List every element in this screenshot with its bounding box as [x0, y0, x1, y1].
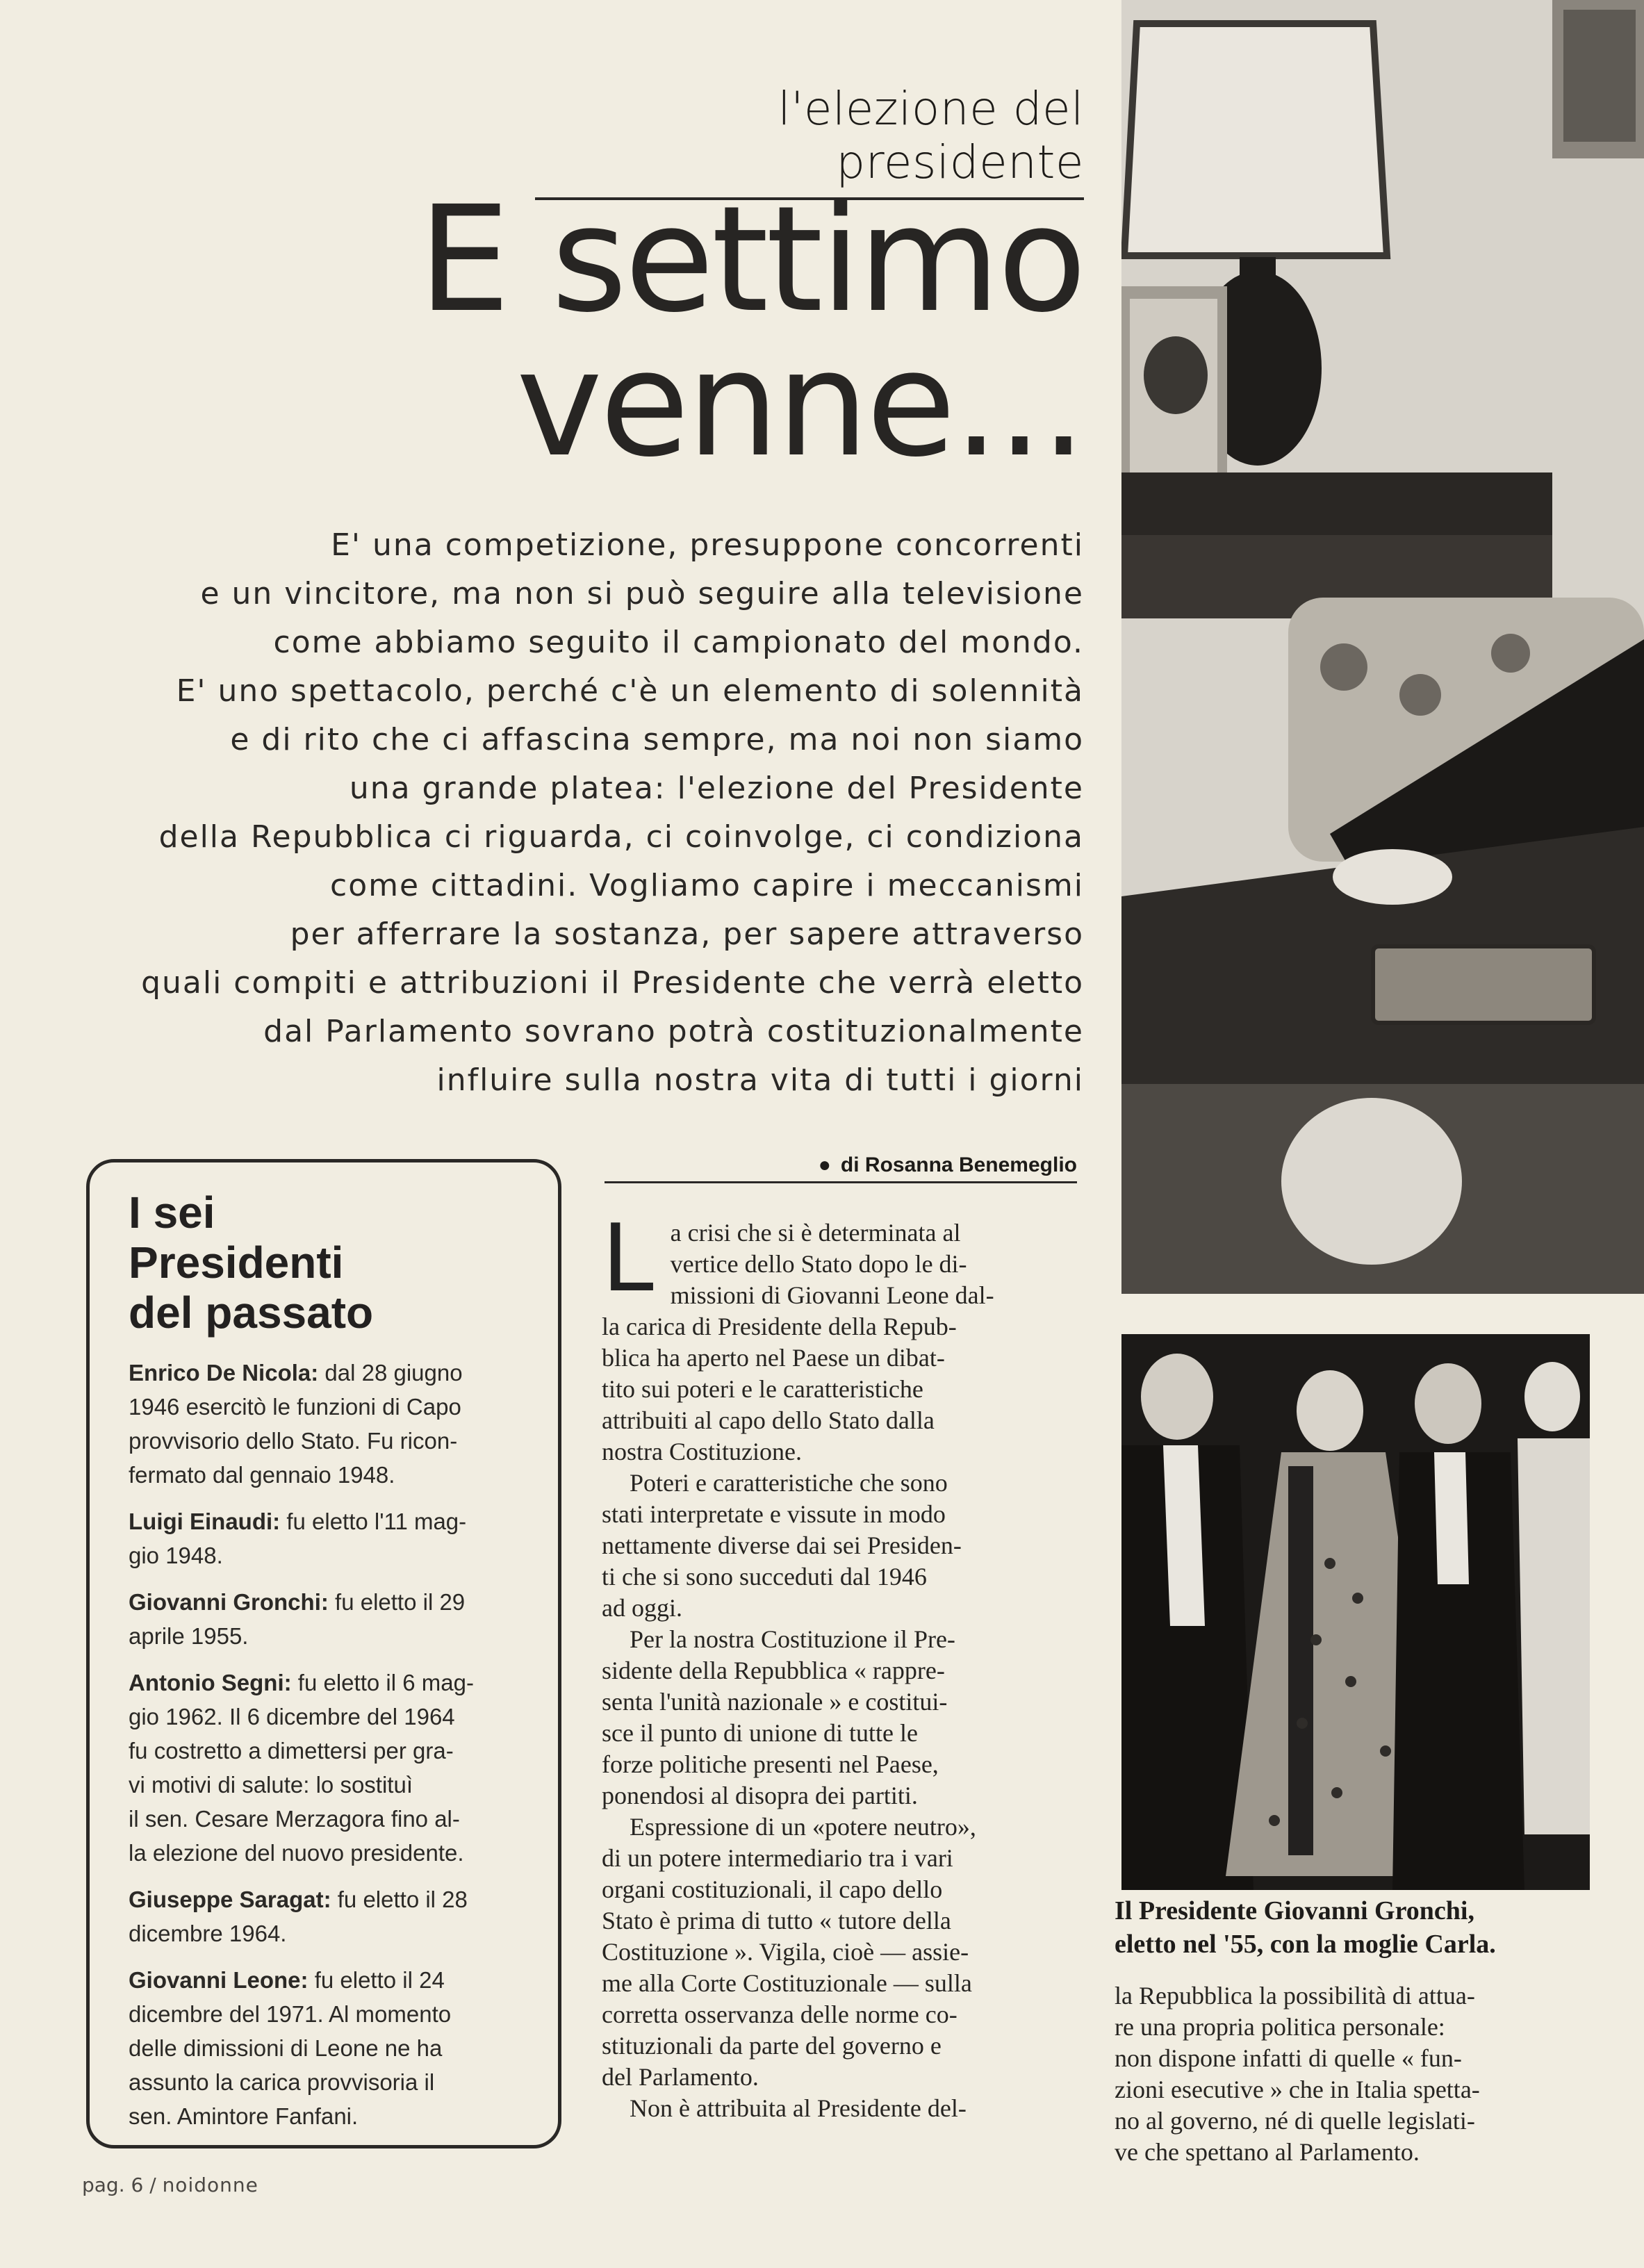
article-line: Per la nostra Costituzione il Pre-	[630, 1625, 955, 1653]
president-entry-text: fu eletto il 6 mag-	[291, 1670, 474, 1695]
interior-photo	[1121, 0, 1644, 1294]
article-paragraphs	[602, 1468, 1081, 2124]
photo-caption	[1115, 1894, 1587, 1961]
president-entry-text: sen. Amintore Fanfani.	[129, 2103, 359, 2129]
article-line: ponendosi al disopra dei partiti.	[602, 1782, 918, 1809]
article-line: senta l'unità nazionale » e costitui-	[602, 1688, 948, 1716]
article-line: non dispone infatti di quelle « fun-	[1115, 2044, 1462, 2072]
president-entry-line	[129, 1666, 526, 1700]
intro-line: dal Parlamento sovrano potrà costituzionalmente	[263, 1014, 1084, 1049]
president-entry	[129, 1963, 526, 2133]
intro-line: e un vincitore, ma non si può seguire alla televisione	[200, 576, 1084, 611]
article-line: nettamente diverse dai sei Presiden-	[602, 1531, 962, 1559]
bullet-icon: ●	[818, 1153, 831, 1176]
sidebar-title	[129, 1188, 526, 1338]
caption-line-2: eletto nel '55, con la moglie Carla.	[1115, 1930, 1496, 1959]
president-entry-text: vi motivi di salute: lo sostituì	[129, 1772, 413, 1798]
president-name: Antonio Segni:	[129, 1670, 292, 1695]
article-line: ti che si sono succeduti dal 1946	[602, 1563, 927, 1591]
intro-line: per afferrare la sostanza, per sapere attraverso	[290, 917, 1084, 952]
president-entry-line	[129, 1916, 526, 1950]
president-entry-text: dicembre 1964.	[129, 1921, 287, 1946]
article-line: di un potere intermediario tra i vari	[602, 1844, 953, 1872]
president-entry-line	[129, 1390, 526, 1424]
page-number: pag. 6 /	[82, 2174, 156, 2196]
president-entry-text: fermato dal gennaio 1948.	[129, 1462, 395, 1488]
president-entry-text: delle dimissioni di Leone ne ha	[129, 2035, 443, 2061]
article-line: Costituzione ». Vigila, cioè — assie-	[602, 1938, 969, 1966]
article-line: ad oggi.	[602, 1594, 682, 1622]
president-entry-text: gio 1962. Il 6 dicembre del 1964	[129, 1704, 455, 1729]
article-line: la carica di Presidente della Repub-	[602, 1313, 957, 1340]
article-line: del Parlamento.	[602, 2063, 759, 2091]
article-line: forze politiche presenti nel Paese,	[602, 1750, 939, 1778]
caption-line-1: Il Presidente Giovanni Gronchi,	[1115, 1896, 1474, 1925]
article-paragraph	[602, 1811, 1081, 2093]
page-footer	[82, 2174, 258, 2196]
president-entry	[129, 1882, 526, 1950]
president-entry-line	[129, 2031, 526, 2065]
article-line: tito sui poteri e le caratteristiche	[602, 1375, 923, 1403]
president-name: Enrico De Nicola:	[129, 1360, 319, 1386]
president-entry-line	[129, 1356, 526, 1390]
article-line: stati interpretate e vissute in modo	[602, 1500, 946, 1528]
sidebar-title-line-2: Presidenti	[129, 1238, 344, 1288]
president-entry-line	[129, 1836, 526, 1870]
president-entry-line	[129, 1458, 526, 1492]
president-entry-line	[129, 1585, 526, 1619]
article-line: a crisi che si è determinata al	[670, 1219, 961, 1247]
president-entry-text: fu eletto il 29	[328, 1589, 466, 1615]
article-line: blica ha aperto nel Paese un dibat-	[602, 1344, 945, 1372]
intro-line: come abbiamo seguito il campionato del mondo.	[273, 625, 1084, 660]
article-line: vertice dello Stato dopo le di-	[670, 1250, 967, 1278]
president-entry-text: fu eletto il 24	[308, 1967, 445, 1993]
president-entry-line	[129, 1619, 526, 1653]
article-line: Espressione di un «potere neutro»,	[630, 1813, 976, 1841]
sidebar-entries	[129, 1356, 526, 2133]
article-line: ve che spettano al Parlamento.	[1115, 2138, 1420, 2166]
sidebar-title-line-3: del passato	[129, 1288, 374, 1338]
article-line: missioni di Giovanni Leone dal-	[670, 1281, 994, 1309]
president-entry-line	[129, 1538, 526, 1572]
president-entry-line	[129, 1700, 526, 1734]
president-entry-line	[129, 2099, 526, 2133]
intro-line: influire sulla nostra vita di tutti i giorni	[436, 1062, 1084, 1098]
article-line: attribuiti al capo dello Stato dalla	[602, 1406, 935, 1434]
president-entry-text: fu eletto l'11 mag-	[280, 1509, 467, 1534]
drop-cap: L	[602, 1204, 654, 1313]
article-line: Non è attribuita al Presidente del-	[630, 2094, 967, 2122]
president-entry-line	[129, 1424, 526, 1458]
president-entry-text: dicembre del 1971. Al momento	[129, 2001, 452, 2027]
article-line: organi costituzionali, il capo dello	[602, 1875, 943, 1903]
article-paragraph	[602, 1624, 1081, 1811]
president-entry-line	[129, 1504, 526, 1538]
president-entry-line	[129, 1802, 526, 1836]
president-entry	[129, 1504, 526, 1572]
article-line: sidente della Repubblica « rappre-	[602, 1657, 945, 1684]
article-line: Poteri e caratteristiche che sono	[630, 1469, 948, 1497]
gronchi-photo	[1121, 1334, 1590, 1890]
president-entry-line	[129, 2065, 526, 2099]
article-line: la Repubblica la possibilità di attua-	[1115, 1982, 1475, 2010]
byline-text: di Rosanna Benemeglio	[840, 1153, 1077, 1176]
article-line: Stato è prima di tutto « tutore della	[602, 1907, 951, 1934]
article-line: stituzionali da parte del governo e	[602, 2032, 942, 2060]
headline-line-2: venne...	[516, 319, 1084, 489]
section-kicker: l'elezione del presidente	[535, 82, 1084, 200]
intro-line: come cittadini. Vogliamo capire i meccanismi	[330, 868, 1084, 903]
president-entry-text: il sen. Cesare Merzagora fino al-	[129, 1806, 460, 1832]
president-name: Giuseppe Saragat:	[129, 1887, 331, 1912]
intro-paragraph	[111, 521, 1084, 1105]
president-entry-text: gio 1948.	[129, 1543, 223, 1568]
article-line: sce il punto di unione di tutte le	[602, 1719, 918, 1747]
president-entry-line	[129, 1768, 526, 1802]
president-entry-text: fu eletto il 28	[331, 1887, 468, 1912]
president-entry-text: fu costretto a dimettersi per gra-	[129, 1738, 454, 1764]
article-line: corretta osservanza delle norme co-	[602, 2000, 957, 2028]
president-entry	[129, 1356, 526, 1492]
byline	[605, 1153, 1077, 1183]
president-name: Giovanni Leone:	[129, 1967, 309, 1993]
intro-line: E' uno spettacolo, perché c'è un elemento di solennità	[176, 673, 1084, 709]
intro-line: una grande platea: l'elezione del Presidente	[349, 771, 1084, 806]
president-entry-text: assunto la carica provvisoria il	[129, 2069, 435, 2095]
intro-line: E' una competizione, presuppone concorrenti	[331, 527, 1084, 563]
president-entry-text: dal 28 giugno	[318, 1360, 463, 1386]
sidebar-title-line-1: I sei	[129, 1188, 215, 1238]
president-entry-line	[129, 1997, 526, 2031]
article-line: nostra Costituzione.	[602, 1438, 802, 1465]
article-line: zioni esecutive » che in Italia spetta-	[1115, 2076, 1480, 2103]
article-paragraph	[602, 2093, 1081, 2124]
president-name: Luigi Einaudi:	[129, 1509, 281, 1534]
president-entry-text: la elezione del nuovo presidente.	[129, 1840, 464, 1866]
lead-lines	[602, 1204, 1081, 1313]
intro-line: della Repubblica ci riguarda, ci coinvolge, ci condiziona	[158, 819, 1084, 855]
interior-photo-illustration	[1121, 0, 1644, 1294]
magazine-name: noidonne	[162, 2174, 258, 2196]
president-name: Giovanni Gronchi:	[129, 1589, 329, 1615]
president-entry	[129, 1585, 526, 1653]
article-right-column	[1115, 1980, 1587, 2168]
president-entry-text: provvisorio dello Stato. Fu ricon-	[129, 1428, 458, 1454]
article-line: re una propria politica personale:	[1115, 2013, 1445, 2041]
lead-rest	[602, 1311, 1081, 1468]
sidebar-box-presidents	[86, 1159, 561, 2148]
intro-line: e di rito che ci affascina sempre, ma noi non siamo	[230, 722, 1084, 757]
intro-line: quali compiti e attribuzioni il Presidente che verrà eletto	[141, 965, 1084, 1001]
article-line: no al governo, né di quelle legislati-	[1115, 2107, 1475, 2135]
headline-line-1: E settimo	[418, 174, 1084, 345]
article-body-column	[602, 1204, 1081, 2124]
president-entry	[129, 1666, 526, 1870]
president-entry-line	[129, 1963, 526, 1997]
president-entry-text: aprile 1955.	[129, 1623, 249, 1649]
gronchi-photo-illustration	[1121, 1334, 1590, 1890]
president-entry-line	[129, 1882, 526, 1916]
president-entry-line	[129, 1734, 526, 1768]
president-entry-text: 1946 esercitò le funzioni di Capo	[129, 1394, 461, 1420]
headline	[389, 174, 1084, 489]
article-paragraph	[602, 1468, 1081, 1624]
article-line: me alla Corte Costituzionale — sulla	[602, 1969, 972, 1997]
